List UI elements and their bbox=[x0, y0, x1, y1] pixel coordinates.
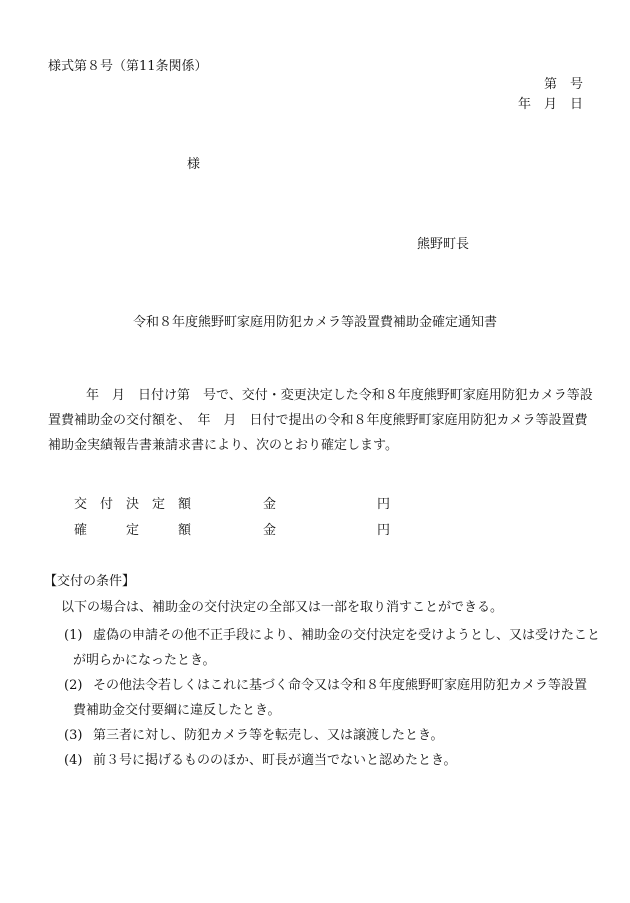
condition-number: (2) bbox=[64, 678, 83, 693]
condition-item bbox=[48, 673, 593, 723]
condition-item bbox=[48, 748, 593, 773]
condition-line: が明らかになったとき。 bbox=[73, 653, 216, 668]
body-line: 補助金実績報告書兼請求書により、次のとおり確定します。 bbox=[48, 438, 398, 453]
recipient-suffix: 様 bbox=[187, 157, 201, 172]
form-number: 様式第８号（第11条関係） bbox=[48, 59, 208, 74]
condition-number: (1) bbox=[64, 628, 83, 643]
body-paragraph bbox=[48, 383, 593, 458]
document-title: 令和８年度熊野町家庭用防犯カメラ等設置費補助金確定通知書 bbox=[132, 315, 497, 330]
condition-item bbox=[48, 723, 593, 748]
amount-yen: 円 bbox=[377, 497, 391, 512]
condition-number: (3) bbox=[64, 728, 83, 743]
document-number: 第 号 bbox=[543, 77, 583, 92]
conditions-list bbox=[48, 623, 601, 773]
amount-label-decision: 交 付 決 定 額 bbox=[74, 497, 192, 512]
body-line: 置費補助金の交付額を、 年 月 日付で提出の令和８年度熊野町家庭用防犯カメラ等設置費 bbox=[48, 413, 588, 428]
condition-line: 前３号に掲げるもののほか、町長が適当でないと認めたとき。 bbox=[93, 753, 457, 768]
document-date: 年 月 日 bbox=[517, 97, 583, 112]
amount-kin: 金 bbox=[263, 497, 277, 512]
amount-label-confirmed: 確 定 額 bbox=[74, 523, 192, 538]
condition-number: (4) bbox=[64, 753, 83, 768]
body-line: 年 月 日付け第 号で、交付・変更決定した令和８年度熊野町家庭用防犯カメラ等設 bbox=[86, 388, 593, 403]
condition-item bbox=[48, 623, 601, 673]
issuer: 熊野町長 bbox=[417, 237, 470, 252]
amount-kin: 金 bbox=[263, 523, 277, 538]
amount-yen: 円 bbox=[377, 523, 391, 538]
condition-line: 第三者に対し、防犯カメラ等を転売し、又は譲渡したとき。 bbox=[93, 728, 444, 743]
condition-line: 費補助金交付要綱に違反したとき。 bbox=[73, 703, 281, 718]
conditions-intro: 以下の場合は、補助金の交付決定の全部又は一部を取り消すことができる。 bbox=[61, 600, 504, 615]
condition-line: 虚偽の申請その他不正手段により、補助金の交付決定を受けようとし、又は受けたこと bbox=[93, 628, 601, 643]
condition-line: その他法令若しくはこれに基づく命令又は令和８年度熊野町家庭用防犯カメラ等設置 bbox=[93, 678, 588, 693]
conditions-heading: 【交付の条件】 bbox=[44, 574, 136, 589]
